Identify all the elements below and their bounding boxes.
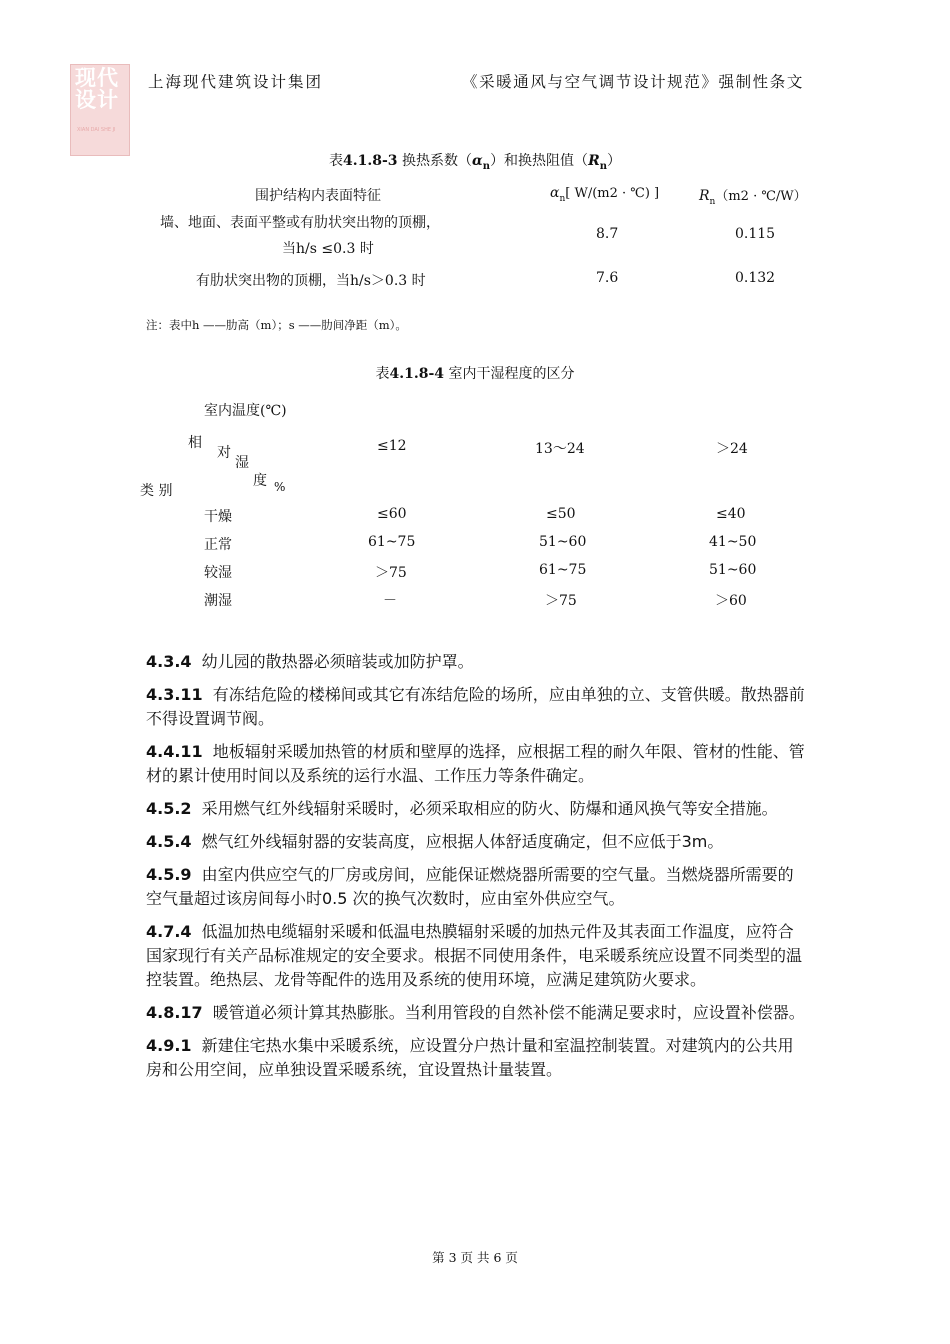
table4-corner-rh-3: 湿: [235, 455, 249, 471]
clause-text: 低温加热电缆辐射采暖和低温电热膜辐射采暖的加热元件及其表面工作温度，应符合国家现行有关产品标准规定的安全要求。根据不同使用条件，电采暖系统应设置不同类型的温控装置。绝热层、龙骨等配件的选用及系统的使用环境，应满足建筑防火要求。: [146, 922, 803, 989]
header-org: 上海现代建筑设计集团: [148, 73, 324, 91]
table4-corner-rh-4: 度: [253, 473, 267, 489]
table4-row-label: 潮湿: [204, 593, 232, 609]
clause-item: [146, 920, 808, 992]
clause-item: [146, 863, 808, 911]
clause-text: 由室内供应空气的厂房或房间，应能保证燃烧器所需要的空气量。当燃烧器所需要的空气量超过该房间每小时0.5 次的换气次数时，应由室外供应空气。: [146, 865, 794, 908]
company-logo: [70, 64, 130, 156]
clause-item: [146, 740, 808, 788]
clause-text: 地板辐射采暖加热管的材质和壁厚的选择，应根据工程的耐久年限、管材的性能、管材的累计使用时间以及系统的运行水温、工作压力等条件确定。: [146, 742, 805, 785]
table4-cell: 41~50: [709, 534, 757, 550]
clause-item: [146, 797, 808, 821]
clause-number: 4.7.4: [146, 922, 192, 941]
table4-corner-rh-1: 相: [188, 435, 202, 451]
table4-corner-rh-2: 对: [217, 445, 231, 461]
table3-row1-alpha: 8.7: [596, 226, 619, 242]
clause-number: 4.5.4: [146, 832, 192, 851]
table4-row-label: 较湿: [204, 565, 232, 581]
table3-row2-feature: 有肋状突出物的顶棚，当h/s＞0.3 时: [196, 273, 426, 289]
table3-caption: 表4.1.8-3 换热系数$(\alpha_n)$和换热阻值$(R_n)$: [329, 153, 621, 172]
clause-item: [146, 1034, 808, 1082]
table3-row2-r: 0.132: [735, 270, 776, 286]
clause-number: 4.9.1: [146, 1036, 192, 1055]
table3-row1-r: 0.115: [735, 226, 776, 242]
table4-cell: ≤50: [546, 506, 576, 522]
table3-header-alpha: $\alpha_n$[ W/(m2 · ℃) ]: [550, 185, 660, 204]
clause-number: 4.5.2: [146, 799, 192, 818]
clause-number: 4.3.4: [146, 652, 192, 671]
table3-header-feature: 围护结构内表面特征: [255, 188, 381, 204]
clause-item: [146, 1001, 808, 1025]
header-doc-title: 《采暖通风与空气调节设计规范》强制性条文: [461, 73, 804, 91]
clause-item: [146, 683, 808, 731]
table4-cell: 51~60: [539, 534, 587, 550]
table3-header-r: $R_n(m2$ · ℃/W）: [699, 188, 807, 207]
clause-text: 有冻结危险的楼梯间或其它有冻结危险的场所，应由单独的立、支管供暖。散热器前不得设置调节阀。: [146, 685, 805, 728]
table4-row-label: 正常: [204, 537, 232, 553]
page-number: 第 3 页 共 6 页: [432, 1250, 518, 1265]
clause-item: [146, 830, 808, 854]
table4-cell: 61~75: [368, 534, 416, 550]
table4-cell: ＞75: [545, 593, 577, 609]
table3-note: 注：表中h ——肋高（m）；s ——肋间净距（m）。: [146, 318, 407, 332]
table4-corner-rh-5: %: [274, 480, 286, 494]
table3-row1-feature-line1: 墙、地面、表面平整或有肋状突出物的顶棚，: [160, 215, 440, 231]
clause-number: 4.4.11: [146, 742, 203, 761]
clause-number: 4.5.9: [146, 865, 192, 884]
clause-list: [146, 650, 808, 1091]
table4-col-2: 13～24: [535, 441, 585, 457]
table4-cell: －: [383, 593, 397, 609]
table4-cell: ≤60: [377, 506, 407, 522]
table4-cell: 51~60: [709, 562, 757, 578]
table4-corner-category: 类 别: [140, 483, 173, 499]
table4-cell: 61~75: [539, 562, 587, 578]
clause-number: 4.8.17: [146, 1003, 203, 1022]
clause-text: 幼儿园的散热器必须暗装或加防护罩。: [201, 652, 474, 671]
table4-corner-temp: 室内温度(℃): [204, 403, 287, 419]
clause-text: 暖管道必须计算其热膨胀。当利用管段的自然补偿不能满足要求时，应设置补偿器。: [212, 1003, 805, 1022]
logo-small-text: XIAN DAI SHE JI: [77, 127, 116, 133]
table4-row-label: 干燥: [204, 509, 232, 525]
table4-cell: ＞75: [375, 565, 407, 581]
table3-row1-feature-line2: 当h/s ≤0.3 时: [282, 241, 374, 257]
clause-item: [146, 650, 808, 674]
table4-cell: ＞60: [715, 593, 747, 609]
table4-caption: 表4.1.8-4 室内干湿程度的区分: [375, 366, 575, 382]
clause-text: 新建住宅热水集中采暖系统，应设置分户热计量和室温控制装置。对建筑内的公共用房和公用空间，应单独设置采暖系统，宜设置热计量装置。: [146, 1036, 794, 1079]
table4-cell: ≤40: [716, 506, 746, 522]
table4-col-1: ≤12: [377, 438, 407, 454]
table4-col-3: ＞24: [716, 441, 748, 457]
table3-row2-alpha: 7.6: [596, 270, 619, 286]
clause-number: 4.3.11: [146, 685, 203, 704]
clause-text: 燃气红外线辐射器的安装高度，应根据人体舒适度确定，但不应低于3m。: [201, 832, 724, 851]
logo-text: 现代设计: [75, 66, 119, 112]
clause-text: 采用燃气红外线辐射采暖时，必须采取相应的防火、防爆和通风换气等安全措施。: [201, 799, 778, 818]
